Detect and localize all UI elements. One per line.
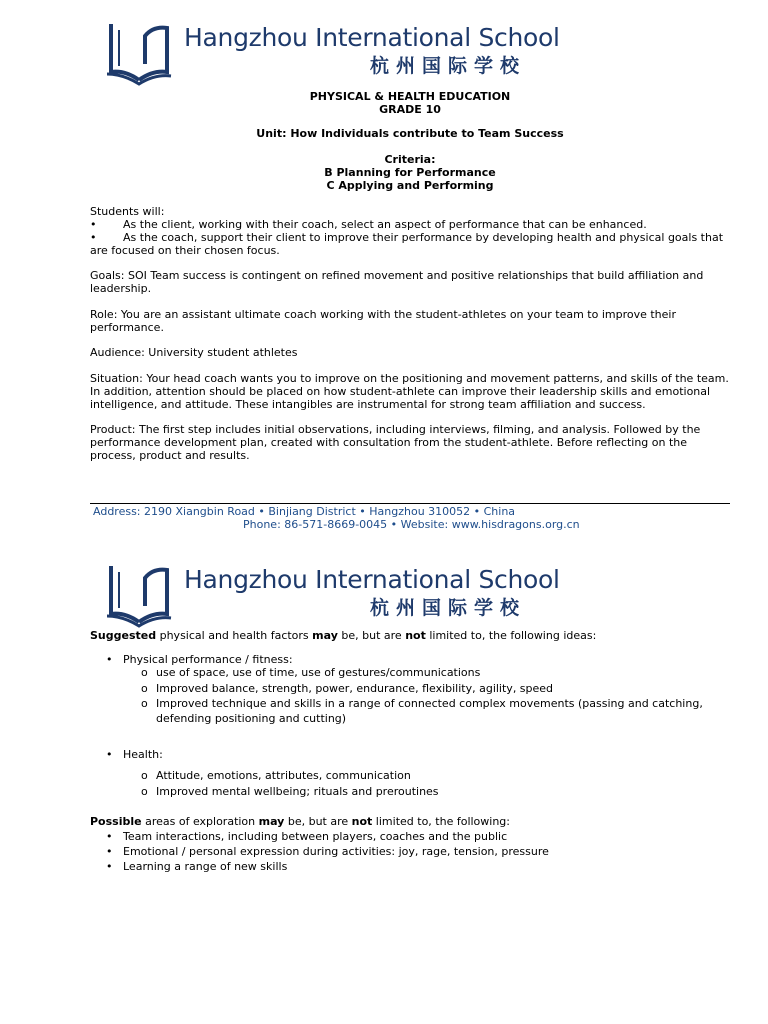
intro-text: be, but are	[284, 815, 352, 828]
list-item: Improved balance, strength, power, endurance, flexibility, agility, speed	[156, 682, 554, 695]
footer-contact[interactable]: Phone: 86-571-8669-0045 • Website: www.hisdragons.org.cn	[243, 518, 580, 531]
list-item: Emotional / personal expression during activities: joy, rage, tension, pressure	[123, 845, 549, 858]
situation-paragraph: Situation: Your head coach wants you to improve on the positioning and movement patterns, and skills of the team. In addition, attention should be placed on how student-athlete can improve their leadership skills and emotional intelligence, and attitude. These intangibles are instrumental for strong team affiliation and success.	[90, 372, 729, 411]
students-will-label: Students will:	[90, 205, 165, 218]
sub-bullet-char: o	[141, 682, 148, 695]
suggested-intro	[90, 629, 730, 642]
intro-text: areas of exploration	[141, 815, 259, 828]
bullet-text: As the client, working with their coach, select an aspect of performance that can be enhanced.	[123, 218, 647, 231]
goals-paragraph: Goals: SOI Team success is contingent on refined movement and positive relationships that build affiliation and leadership.	[90, 269, 704, 295]
school-name-english: Hangzhou International School	[184, 565, 560, 594]
list-item: Improved technique and skills in a range of connected complex movements (passing and catching,	[156, 697, 703, 710]
school-name-english: Hangzhou International School	[184, 23, 560, 52]
list-item: Learning a range of new skills	[123, 860, 288, 873]
list-item-continuation: defending positioning and cutting)	[156, 712, 347, 725]
sub-bullet-char: o	[141, 785, 148, 798]
emphasis: not	[351, 815, 373, 828]
role-paragraph: Role: You are an assistant ultimate coach working with the student-athletes on your team to improve their performance.	[90, 308, 677, 334]
sub-bullet-char: o	[141, 666, 148, 679]
criteria-label: Criteria:	[384, 153, 436, 166]
list-item: use of space, use of time, use of gestures/communications	[156, 666, 481, 679]
bullet-char: •	[106, 748, 113, 761]
school-name-chinese: 杭州国际学校	[370, 55, 527, 77]
intro-text: be, but are	[337, 629, 406, 642]
criteria-item: C Applying and Performing	[326, 179, 494, 192]
emphasis: may	[312, 629, 338, 642]
sub-bullet-char: o	[141, 697, 148, 710]
bullet-char: •	[106, 845, 113, 858]
product-paragraph: Product: The first step includes initial observations, including interviews, filming, and analysis. Followed by the performance development plan, created with consultation from the student-athlete. Before reflecting on the process, product and results.	[90, 423, 701, 462]
health-label: Health:	[123, 748, 163, 761]
possible-intro	[90, 815, 730, 828]
physical-label: Physical performance / fitness:	[123, 653, 293, 666]
intro-text: limited to, the following:	[372, 815, 510, 828]
bullet-char: •	[90, 218, 97, 231]
bullet-char: •	[106, 860, 113, 873]
school-logo	[105, 562, 560, 628]
list-item: Improved mental wellbeing; rituals and preroutines	[156, 785, 439, 798]
intro-text: physical and health factors	[156, 629, 313, 642]
school-logo	[105, 20, 560, 86]
unit-title: Unit: How Individuals contribute to Team Success	[256, 127, 564, 140]
emphasis: may	[258, 815, 285, 828]
list-item: Team interactions, including between players, coaches and the public	[123, 830, 508, 843]
bullet-char: •	[106, 653, 113, 666]
bullet-char: •	[90, 231, 97, 244]
book-logo-icon	[105, 20, 175, 86]
emphasis: Suggested	[90, 629, 157, 642]
list-item: Attitude, emotions, attributes, communication	[156, 769, 411, 782]
book-logo-icon	[105, 562, 175, 628]
emphasis: not	[405, 629, 426, 642]
grade-label: GRADE 10	[379, 103, 441, 116]
bullet-continuation: are focused on their chosen focus.	[90, 244, 280, 257]
school-name-chinese: 杭州国际学校	[370, 597, 527, 619]
footer-divider	[90, 503, 730, 504]
criteria-item: B Planning for Performance	[324, 166, 496, 179]
course-title: PHYSICAL & HEALTH EDUCATION	[309, 90, 511, 103]
bullet-char: •	[106, 830, 113, 843]
bullet-text: As the coach, support their client to improve their performance by developing health and physical goals that	[123, 231, 724, 244]
footer-address: Address: 2190 Xiangbin Road • Binjiang District • Hangzhou 310052 • China	[93, 505, 516, 518]
sub-bullet-char: o	[141, 769, 148, 782]
audience-paragraph: Audience: University student athletes	[90, 346, 298, 359]
intro-text: limited to, the following ideas:	[425, 629, 597, 642]
emphasis: Possible	[90, 815, 142, 828]
